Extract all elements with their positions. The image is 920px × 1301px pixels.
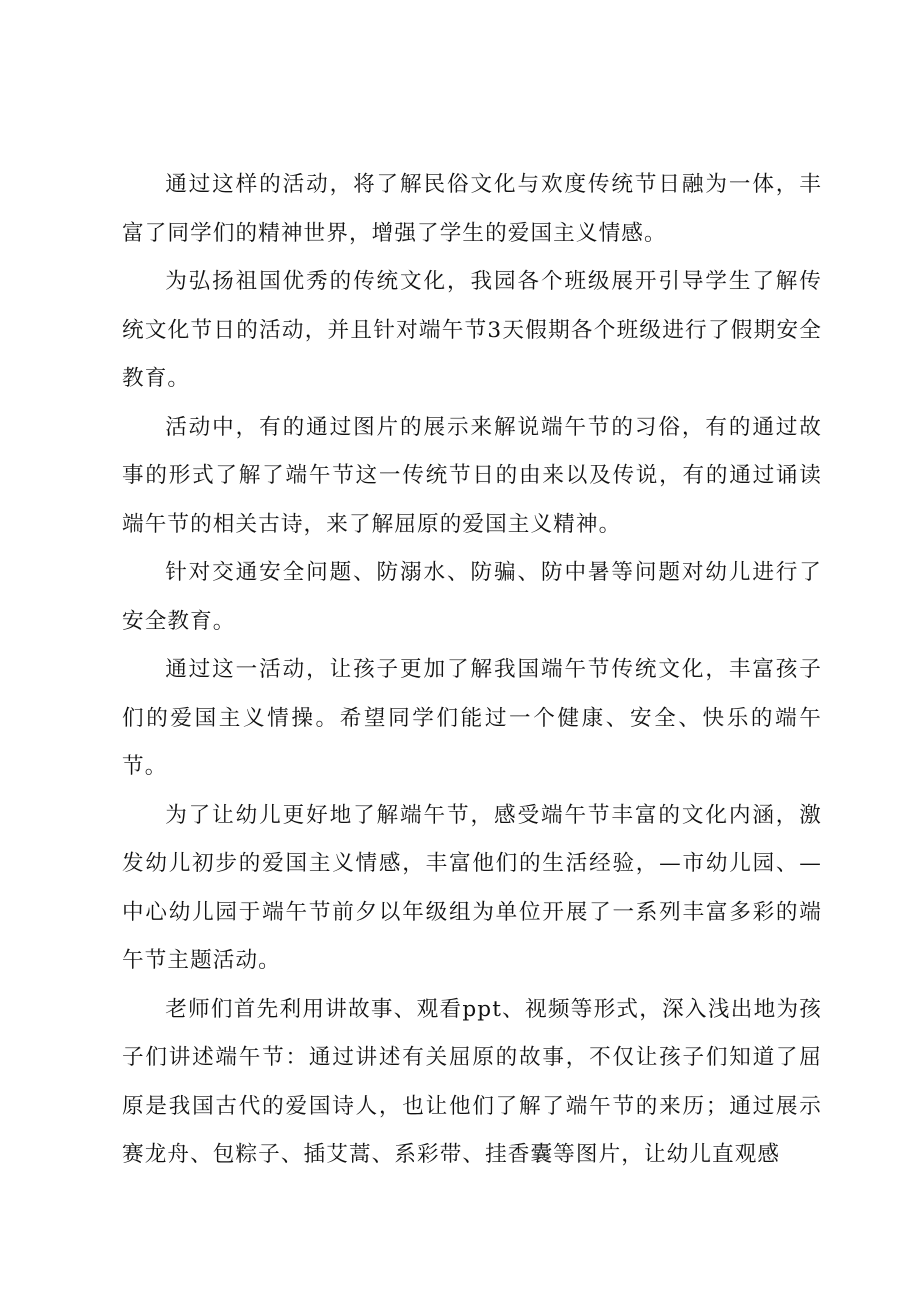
paragraph-4: 针对交通安全问题、防溺水、防骗、防中暑等问题对幼儿进行了安全教育。 (122, 560, 822, 634)
paragraph-6: 为了让幼儿更好地了解端午节，感受端午节丰富的文化内涵，激发幼儿初步的爱国主义情感，丰富他们的生活经验，—市幼儿园、—中心幼儿园于端午节前夕以年级组为单位开展了一系列丰富多彩的端午节主题活动。 (122, 802, 822, 973)
paragraph-1: 通过这样的活动，将了解民俗文化与欢度传统节日融为一体，丰富了同学们的精神世界，增强了学生的爱国主义情感。 (122, 172, 822, 246)
paragraph-2: 为弘扬祖国优秀的传统文化，我园各个班级展开引导学生了解传统文化节日的活动，并且针对端午节3天假期各个班级进行了假期安全教育。 (122, 269, 822, 391)
paragraph-3: 活动中，有的通过图片的展示来解说端午节的习俗，有的通过故事的形式了解了端午节这一传统节日的由来以及传说，有的通过诵读端午节的相关古诗，来了解屈原的爱国主义精神。 (122, 414, 822, 537)
paragraph-5: 通过这一活动，让孩子更加了解我国端午节传统文化，丰富孩子们的爱国主义情操。希望同学们能过一个健康、安全、快乐的端午节。 (122, 657, 822, 779)
document-body (122, 161, 822, 1180)
paragraph-7: 老师们首先利用讲故事、观看ppt、视频等形式，深入浅出地为孩子们讲述端午节：通过讲述有关屈原的故事，不仅让孩子们知道了屈原是我国古代的爱国诗人，也让他们了解了端午节的来历；通过展示赛龙舟、包粽子、插艾蒿、系彩带、挂香囊等图片，让幼儿直观感 (122, 996, 822, 1167)
